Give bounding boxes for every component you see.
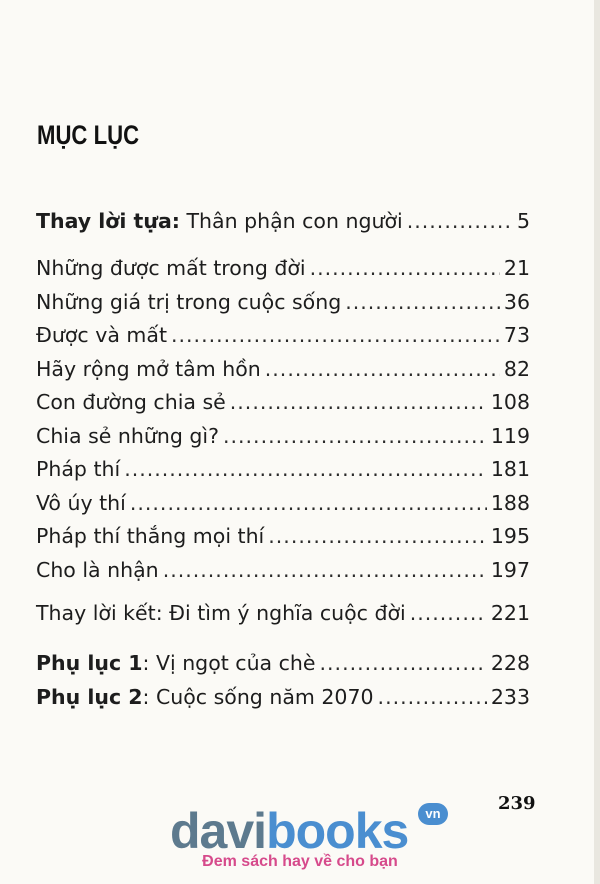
toc-entry-bold: Phụ lục 2 (36, 685, 143, 709)
toc-entry-page: 82 (503, 357, 530, 381)
dot-leader (130, 490, 487, 516)
toc-entry (36, 650, 530, 676)
toc-entry-text: Thay lời kết: Đi tìm ý nghĩa cuộc đời (36, 601, 406, 625)
toc-entry-page: 188 (490, 491, 530, 515)
toc-entry-title (36, 322, 167, 348)
dot-leader (345, 289, 500, 315)
dot-leader (268, 523, 487, 549)
toc-entry-text: Những được mất trong đời (36, 256, 306, 280)
davibooks-logo (170, 803, 409, 859)
toc-entry-title (36, 255, 306, 281)
toc-entry-title (36, 600, 406, 626)
dot-leader (124, 456, 487, 482)
toc-entry-title (36, 684, 374, 710)
toc-entry-page: 228 (490, 651, 530, 675)
toc-entry-title (36, 456, 120, 482)
dot-leader (163, 557, 487, 583)
toc-entry-title (36, 557, 159, 583)
toc-entry (36, 684, 530, 710)
toc-entry-title (36, 423, 219, 449)
toc-entry-page: 73 (503, 323, 530, 347)
toc-entry-title (36, 490, 126, 516)
vn-badge: vn (418, 803, 448, 825)
toc-entry (36, 557, 530, 583)
toc-entry (36, 456, 530, 482)
dot-leader (223, 423, 487, 449)
logo-text-books: books (266, 803, 409, 859)
dot-leader (230, 389, 487, 415)
toc-entry-text: Pháp thí (36, 457, 121, 481)
toc-entry (36, 208, 530, 234)
dot-leader (265, 356, 500, 382)
toc-entry-title (36, 650, 316, 676)
toc-entry (36, 389, 530, 415)
toc-entry (36, 600, 530, 626)
toc-entry-title (36, 289, 341, 315)
toc-entry-bold: Phụ lục 1 (36, 651, 143, 675)
toc-entry (36, 490, 530, 516)
toc-entry (36, 423, 530, 449)
toc-entry-text: Cho là nhận (36, 558, 159, 582)
toc-entry-page: 36 (503, 290, 530, 314)
toc-entry-text: Vô úy thí (36, 491, 126, 515)
toc-entry-page: 233 (490, 685, 530, 709)
toc-entry-page: 5 (516, 209, 530, 233)
toc-entry (36, 356, 530, 382)
toc-entry-text: Hãy rộng mở tâm hồn (36, 357, 261, 381)
logo-text-davi: davi (170, 803, 267, 859)
toc-entry (36, 255, 530, 281)
toc-entry-text: Thân phận con người (179, 209, 403, 233)
toc-entry-page: 21 (503, 256, 530, 280)
toc-entry-text: : Cuộc sống năm 2070 (142, 685, 374, 709)
toc-entry-text: Pháp thí thắng mọi thí (36, 524, 265, 548)
dot-leader (378, 684, 487, 710)
toc-entry (36, 523, 530, 549)
page-number: 239 (498, 793, 536, 814)
toc-entry-title (36, 389, 226, 415)
toc-entry-page: 108 (490, 390, 530, 414)
dot-leader (310, 255, 500, 281)
toc-entry-bold: Thay lời tựa: (36, 209, 180, 233)
toc-entry-title (36, 356, 261, 382)
toc-entry-text: Những giá trị trong cuộc sống (36, 290, 342, 314)
toc-entry-text: Chia sẻ những gì? (36, 424, 219, 448)
toc-entry-page: 197 (490, 558, 530, 582)
toc-entry-page: 119 (490, 424, 530, 448)
toc-entry-text: Con đường chia sẻ (36, 390, 226, 414)
toc-entry-text: Được và mất (36, 323, 167, 347)
toc-entry-text: : Vị ngọt của chè (142, 651, 316, 675)
page-title: MỤC LỤC (37, 120, 140, 150)
page-edge (594, 0, 600, 884)
toc-entry-page: 221 (490, 601, 530, 625)
toc-entry-title (36, 523, 264, 549)
dot-leader (320, 650, 487, 676)
dot-leader (410, 600, 487, 626)
watermark-slogan: Đem sách hay về cho bạn (202, 853, 398, 870)
toc-entry (36, 289, 530, 315)
toc-entry-page: 195 (490, 524, 530, 548)
dot-leader (407, 208, 513, 234)
toc-entry (36, 322, 530, 348)
dot-leader (171, 322, 500, 348)
toc-entry-title (36, 208, 403, 234)
toc-entry-page: 181 (490, 457, 530, 481)
